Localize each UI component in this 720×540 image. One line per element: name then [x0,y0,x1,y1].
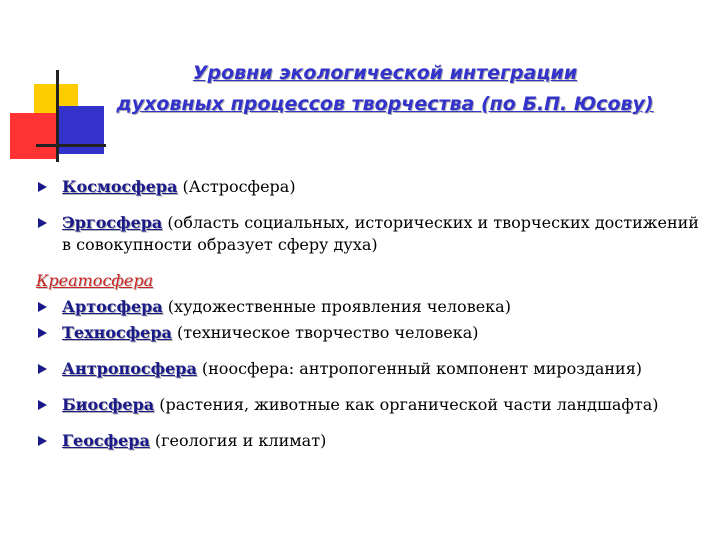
desc-artosfera: (художественные проявления человека) [162,297,511,316]
section-heading-kreatosfera: Креатосфера [36,271,154,290]
slide-title-line-2: духовных процессов творчества (по Б.П. Юсову) [116,93,654,115]
list-item-biosfera [36,394,706,416]
term-kosmosfera: Космосфера [62,177,178,196]
list-item-kosmosfera [36,176,706,198]
desc-ergosfera: (область социальных, исторических и творческих достижений в совокупности образует сферу духа) [62,213,699,254]
list-item-tekhnosfera [36,322,706,344]
decor-vertical-line [56,70,59,162]
bullet-arrow-icon [38,400,47,410]
bullet-arrow-icon [38,302,47,312]
bullet-arrow-icon [38,364,47,374]
term-tekhnosfera: Техносфера [62,323,172,342]
desc-antroposfera: (ноосфера: антропогенный компонент мироздания) [196,359,643,378]
list-item-antroposfera [36,358,706,380]
term-ergosfera: Эргосфера [62,213,163,232]
slide-title-line-1: Уровни экологической интеграции [192,62,578,84]
term-biosfera: Биосфера [62,395,155,414]
desc-tekhnosfera: (техническое творчество человека) [171,323,479,342]
slide-title [70,58,700,120]
term-artosfera: Артосфера [62,297,163,316]
list-item-ergosfera [36,212,706,256]
slide-content [36,176,706,452]
decor-horizontal-line [36,144,106,147]
bullet-arrow-icon [38,182,47,192]
desc-kosmosfera: (Астросфера) [177,177,296,196]
term-antroposfera: Антропосфера [62,359,197,378]
bullet-arrow-icon [38,328,47,338]
bullet-arrow-icon [38,436,47,446]
desc-biosfera: (растения, животные как органической части ландшафта) [154,395,659,414]
term-geosfera: Геосфера [62,431,150,450]
decor-red-square [10,113,58,159]
desc-geosfera: (геология и климат) [149,431,327,450]
list-item-artosfera [36,296,706,318]
bullet-arrow-icon [38,218,47,228]
list-item-geosfera [36,430,706,452]
